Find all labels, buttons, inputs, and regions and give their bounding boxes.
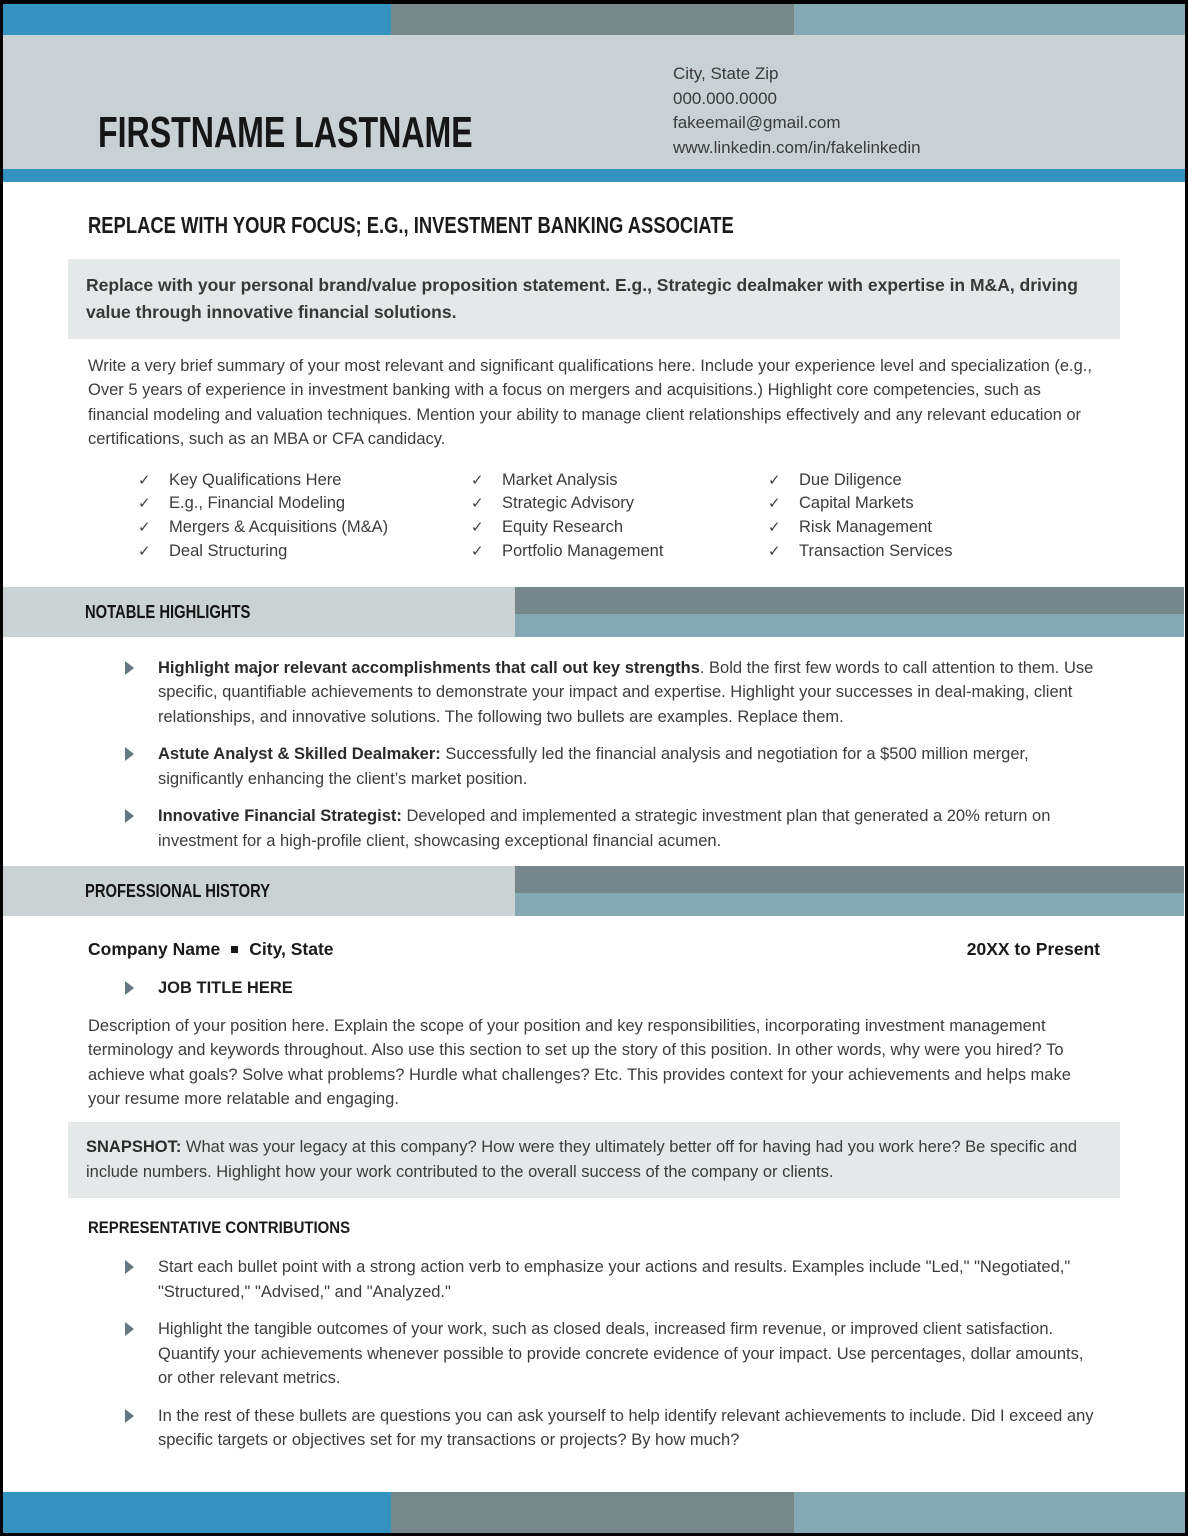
bottom-bar-segment-gray bbox=[391, 1492, 794, 1533]
section-header-decor bbox=[515, 866, 1184, 916]
highlights-bullets bbox=[88, 656, 1100, 854]
section-title-text: PROFESSIONAL HISTORY bbox=[85, 881, 271, 902]
resume-page bbox=[3, 4, 1185, 1533]
snapshot-lead: SNAPSHOT: bbox=[86, 1137, 182, 1156]
skill-item bbox=[138, 492, 471, 516]
header-accent-strip bbox=[3, 169, 1185, 182]
summary-paragraph: Write a very brief summary of your most relevant and significant qualifications here. Include your experience level and specialization (e.g., Over 5 years of experience in investment banking with a focus on mergers and acquisitions.) Highlight core competencies, such as financial modeling and valuation techniques. Mention your ability to manage client relationships effectively and any relevant education or certifications, such as an MBA or CFA candidacy. bbox=[88, 356, 1092, 449]
skill-item bbox=[138, 469, 471, 493]
skill-label: Mergers & Acquisitions (M&A) bbox=[169, 518, 389, 537]
section-header-label-block bbox=[3, 587, 515, 637]
contribution-bullet bbox=[125, 1404, 1100, 1453]
skill-label: Portfolio Management bbox=[502, 541, 664, 560]
skill-label: Deal Structuring bbox=[169, 541, 288, 560]
section-header-professional-history bbox=[3, 866, 1184, 916]
top-bar-segment-gray bbox=[391, 4, 794, 35]
bullet-text bbox=[158, 656, 1100, 730]
highlight-bullet bbox=[125, 742, 1100, 791]
top-bar-segment-lightblue bbox=[794, 4, 1185, 35]
section-header-decor-gray bbox=[515, 866, 1184, 893]
contributions-heading-text: REPRESENTATIVE CONTRIBUTIONS bbox=[88, 1217, 351, 1237]
contact-block bbox=[673, 62, 921, 160]
contribution-bullet bbox=[125, 1317, 1100, 1391]
skill-item bbox=[471, 469, 768, 493]
bullet-rest: Developed and implemented a strategic investment plan that generated a 20% return on investment for a high-profile client, showcasing exceptional financial acumen. bbox=[158, 807, 1051, 850]
skill-item bbox=[471, 492, 768, 516]
job-title-row bbox=[125, 976, 1100, 1001]
bullet-arrow-icon bbox=[125, 1409, 134, 1423]
check-icon: ✓ bbox=[768, 542, 781, 560]
snapshot-rest: What was your legacy at this company? How were they ultimately better off for having had you work here? Be specific and include numbers. Highlight how your work contributed to the overall success of the company or clients. bbox=[86, 1137, 1078, 1181]
position-description: Description of your position here. Explain the scope of your position and key responsibilities, incorporating investment management terminology and keywords throughout. Also use this section to set up the story of this position. In other words, why were you hired? To achieve what goals? Solve what problems? Hurdle what challenges? Etc. This provides context for your achievements and helps make your resume more relatable and engaging. bbox=[88, 1016, 1071, 1109]
brand-statement-text: Replace with your personal brand/value proposition statement. E.g., Strategic dealmaker with expertise in M&A, driving value through innovative financial solutions. bbox=[86, 274, 1078, 322]
contact-phone-line: 000.000.0000 bbox=[673, 88, 777, 108]
person-name: FIRSTNAME LASTNAME bbox=[98, 108, 473, 157]
skill-label: Equity Research bbox=[502, 518, 624, 537]
skills-list bbox=[138, 469, 1100, 564]
bullet-lead: Highlight major relevant accomplishments that call out key strengths bbox=[158, 658, 700, 677]
skill-item bbox=[138, 540, 471, 564]
focus-heading-text: REPLACE WITH YOUR FOCUS; E.G., INVESTMENT BANKING ASSOCIATE bbox=[88, 212, 734, 238]
skill-label: E.g., Financial Modeling bbox=[169, 494, 346, 513]
header bbox=[3, 35, 1185, 169]
bullet-text: Start each bullet point with a strong action verb to emphasize your actions and results. Examples include "Led," "Negotiated," "Structured," "Advised," and "Analyzed." bbox=[158, 1258, 1071, 1301]
bullet-text bbox=[158, 804, 1100, 853]
check-icon: ✓ bbox=[138, 542, 151, 560]
bullet-lead: Innovative Financial Strategist: bbox=[158, 807, 402, 826]
skill-item bbox=[471, 516, 768, 540]
check-icon: ✓ bbox=[471, 519, 484, 537]
contributions-heading bbox=[88, 1216, 1100, 1241]
check-icon: ✓ bbox=[138, 495, 151, 513]
snapshot-box bbox=[68, 1122, 1120, 1198]
contact-city-line: City, State Zip bbox=[673, 64, 779, 83]
skill-item bbox=[471, 540, 768, 564]
check-icon: ✓ bbox=[471, 471, 484, 489]
bottom-bar-segment-lightblue bbox=[794, 1492, 1185, 1533]
skill-label: Transaction Services bbox=[799, 541, 953, 560]
skill-label: Key Qualifications Here bbox=[169, 470, 342, 489]
check-icon: ✓ bbox=[768, 495, 781, 513]
check-icon: ✓ bbox=[138, 519, 151, 537]
highlight-bullet bbox=[125, 804, 1100, 853]
section-header-decor bbox=[515, 587, 1184, 637]
check-icon: ✓ bbox=[471, 495, 484, 513]
bullet-rest: Successfully led the financial analysis and negotiation for a $500 million merger, significantly enhancing the client’s market position. bbox=[158, 745, 1029, 788]
bullet-arrow-icon bbox=[125, 1322, 134, 1336]
separator-square-icon bbox=[231, 946, 238, 953]
section-title bbox=[85, 600, 287, 625]
job-title: JOB TITLE HERE bbox=[158, 979, 293, 998]
focus-heading bbox=[88, 212, 1100, 240]
section-title bbox=[85, 879, 311, 904]
section-title-text: NOTABLE HIGHLIGHTS bbox=[85, 601, 251, 622]
section-header-decor-blue bbox=[515, 893, 1184, 916]
skill-label: Capital Markets bbox=[799, 494, 914, 513]
company-location: City, State bbox=[249, 939, 334, 960]
contribution-bullet bbox=[125, 1255, 1100, 1304]
company-row bbox=[88, 939, 1100, 960]
skill-label: Market Analysis bbox=[502, 470, 618, 489]
check-icon: ✓ bbox=[138, 471, 151, 489]
section-header-decor-gray bbox=[515, 587, 1184, 614]
skills-column-1 bbox=[138, 469, 471, 564]
company-name: Company Name bbox=[88, 939, 221, 960]
bullet-arrow-icon bbox=[125, 809, 134, 823]
skill-label: Strategic Advisory bbox=[502, 494, 635, 513]
contact-linkedin-link[interactable]: www.linkedin.com/in/fakelinkedin bbox=[673, 137, 921, 157]
contact-email-link[interactable]: fakeemail@gmail.com bbox=[673, 113, 841, 132]
brand-statement-box bbox=[68, 259, 1120, 339]
bullet-lead: Astute Analyst & Skilled Dealmaker: bbox=[158, 745, 441, 764]
section-header-label-block bbox=[3, 866, 515, 916]
employment-dates: 20XX to Present bbox=[966, 939, 1100, 960]
check-icon: ✓ bbox=[768, 519, 781, 537]
top-bar-segment-blue bbox=[3, 4, 391, 35]
bullet-arrow-icon bbox=[125, 981, 134, 995]
skill-item bbox=[768, 540, 1100, 564]
skills-column-3 bbox=[768, 469, 1100, 564]
check-icon: ✓ bbox=[471, 542, 484, 560]
top-bar bbox=[3, 4, 1185, 35]
bullet-arrow-icon bbox=[125, 661, 134, 675]
bullet-rest: . Bold the first few words to call attention to them. Use specific, quantifiable achievements to demonstrate your impact and expertise. Highlight your successes in deal-making, client relationships, and innovative solutions. The following two bullets are examples. Replace them. bbox=[158, 658, 1094, 726]
highlight-bullet bbox=[125, 656, 1100, 730]
bullet-text: Highlight the tangible outcomes of your work, such as closed deals, increased firm revenue, or improved client satisfaction. Quantify your achievements whenever possible to provide concrete evidence of your impact. Use percentages, dollar amounts, or other relevant metrics. bbox=[158, 1320, 1084, 1388]
bullet-arrow-icon bbox=[125, 747, 134, 761]
bottom-bar-segment-blue bbox=[3, 1492, 391, 1533]
skill-item bbox=[768, 492, 1100, 516]
bullet-text: In the rest of these bullets are questions you can ask yourself to help identify relevant achievements to include. Did I exceed any specific targets or objectives set for my transactions or projects? By how much? bbox=[158, 1406, 1094, 1450]
skills-column-2 bbox=[471, 469, 768, 564]
contribution-bullets bbox=[88, 1255, 1100, 1453]
check-icon: ✓ bbox=[768, 471, 781, 489]
bottom-bar bbox=[3, 1492, 1185, 1533]
skill-item bbox=[768, 469, 1100, 493]
bullet-arrow-icon bbox=[125, 1260, 134, 1274]
bullet-text bbox=[158, 742, 1100, 791]
skill-label: Due Diligence bbox=[799, 470, 902, 489]
skill-item bbox=[138, 516, 471, 540]
company-line bbox=[88, 939, 334, 960]
section-header-notable-highlights bbox=[3, 587, 1184, 637]
content-area bbox=[3, 212, 1185, 1453]
skill-label: Risk Management bbox=[799, 518, 932, 537]
section-header-decor-blue bbox=[515, 614, 1184, 637]
skill-item bbox=[768, 516, 1100, 540]
